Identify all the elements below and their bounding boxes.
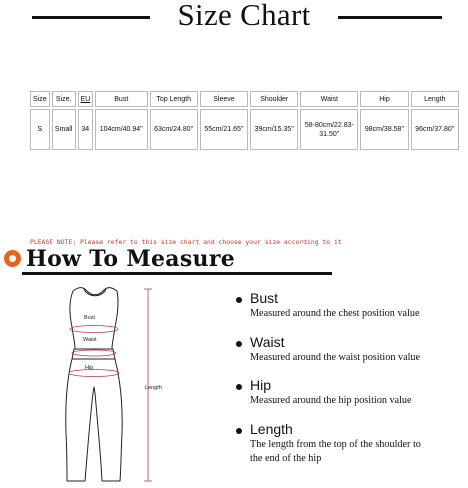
- header-size-name: Size.: [52, 91, 76, 107]
- header-sleeve: Sleeve: [200, 91, 248, 107]
- measure-name: Waist: [250, 334, 285, 350]
- bullet-icon: [236, 384, 242, 390]
- title-rule-left: [32, 16, 150, 19]
- bullet-icon: [236, 341, 242, 347]
- cell-shoulder: 39cm/15.35'': [250, 109, 298, 150]
- cell-length: 96cm/37.80'': [411, 109, 459, 150]
- header-length: Length: [411, 91, 459, 107]
- figure-label-hip: Hip: [85, 365, 94, 371]
- bullet-icon: [236, 428, 242, 434]
- measure-description-line1: The length from the top of the shoulder to: [250, 439, 421, 450]
- title-rule-right: [338, 16, 442, 19]
- figure-label-length: Length: [145, 385, 162, 391]
- size-table: [28, 89, 461, 152]
- heading-rule: [22, 272, 332, 275]
- jumpsuit-outline-legs: [66, 359, 122, 481]
- header-hip: Hip: [360, 91, 408, 107]
- cell-top-length: 63cm/24.80'': [150, 109, 198, 150]
- size-notice: PLEASE NOTE: Please refer to this size chart and choose your size according to it: [30, 238, 342, 246]
- cell-size-name: Small: [52, 109, 76, 150]
- measure-description-line2: the end of the hip: [250, 453, 322, 464]
- measure-description: [250, 438, 421, 466]
- bust-measure-line: [70, 326, 118, 333]
- size-table-header-row: [30, 91, 459, 107]
- bullet-icon: [236, 297, 242, 303]
- page-title: Size Chart: [177, 0, 311, 32]
- measure-description: Measured around the hip position value: [250, 395, 412, 406]
- measure-description: Measured around the chest position value: [250, 308, 420, 319]
- jumpsuit-measure-diagram: [40, 283, 190, 488]
- cell-waist: 58-80cm/22.83-31.50'': [300, 109, 358, 150]
- table-row: [30, 109, 459, 150]
- size-chart-header: [0, 0, 468, 34]
- header-waist: Waist: [300, 91, 358, 107]
- measure-name: Length: [250, 421, 293, 437]
- figure-label-waist: Waist: [83, 337, 97, 343]
- header-size: Size: [30, 91, 50, 107]
- header-bust: Bust: [95, 91, 148, 107]
- cell-eu: 34: [78, 109, 93, 150]
- hip-measure-line: [69, 370, 119, 377]
- figure-label-bust: Bust: [84, 315, 96, 321]
- cell-sleeve: 55cm/21.65'': [200, 109, 248, 150]
- how-to-measure-title: How To Measure: [26, 246, 236, 272]
- cell-bust: 104cm/40.94'': [95, 109, 148, 150]
- cell-hip: 98cm/38.58'': [360, 109, 408, 150]
- measure-description: Measured around the waist position value: [250, 352, 421, 363]
- waist-measure-line: [72, 350, 116, 356]
- measure-name: Hip: [250, 377, 272, 393]
- header-shoulder: Shoulder: [250, 91, 298, 107]
- measure-name: Bust: [250, 290, 279, 306]
- ring-bullet-icon: [4, 250, 21, 267]
- cell-size: S: [30, 109, 50, 150]
- header-top-length: Top Length: [150, 91, 198, 107]
- header-eu: EU: [78, 91, 93, 107]
